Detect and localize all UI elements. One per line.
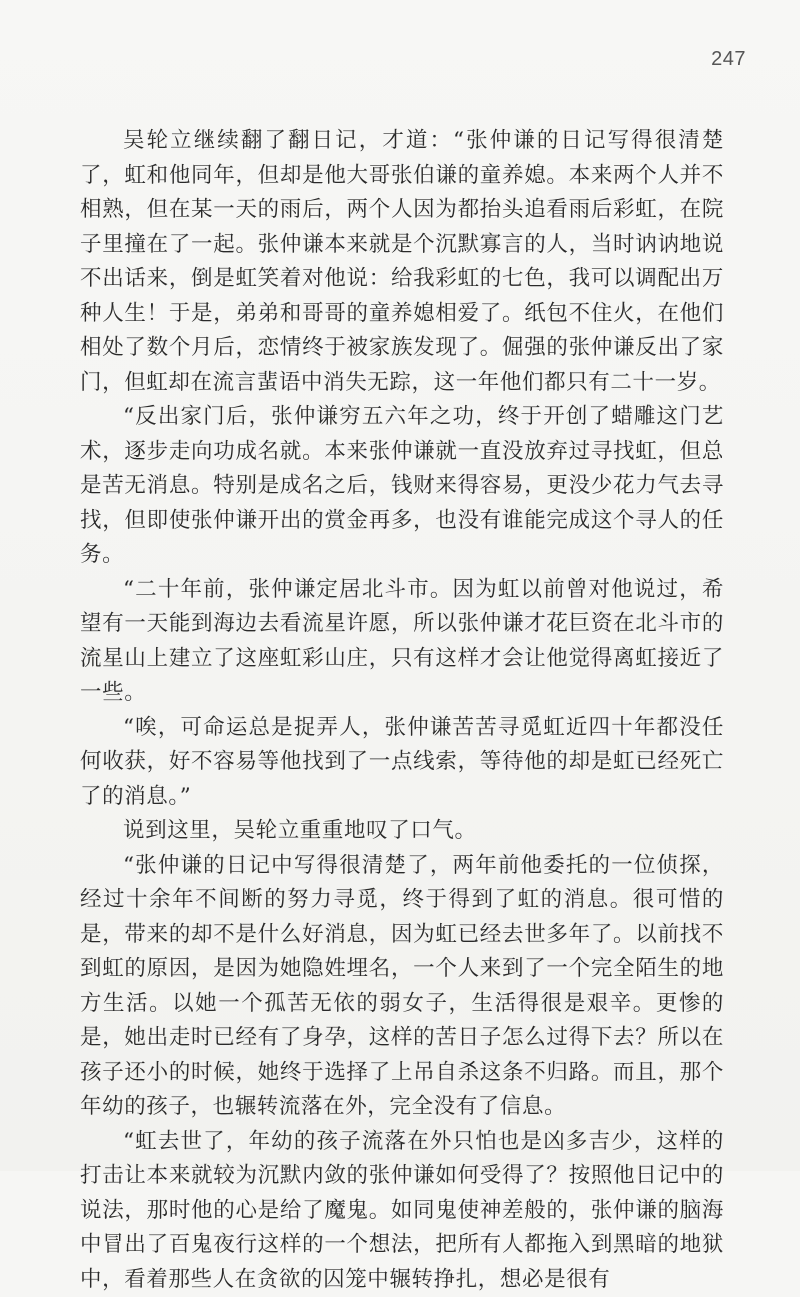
paragraph: “反出家门后，张仲谦穷五六年之功，终于开创了蜡雕这门艺术，逐步走向功成名就。本来张仲谦就一直没放弃过寻找虹，但总是苦无消息。特别是成名之后，钱财来得容易，更没少花力气去寻找，但即使张仲谦开出的赏金再多，也没有谁能完成这个寻人的任务。 — [80, 400, 724, 573]
paragraph: “唉，可命运总是捉弄人，张仲谦苦苦寻觅虹近四十年都没任何收获，好不容易等他找到了一点线索，等待他的却是虹已经死亡了的消息。” — [80, 711, 724, 815]
page-number: 247 — [711, 48, 746, 71]
paragraph: 说到这里，吴轮立重重地叹了口气。 — [80, 814, 724, 849]
paragraph: “张仲谦的日记中写得很清楚了，两年前他委托的一位侦探，经过十余年不间断的努力寻觅，终于得到了虹的消息。很可惜的是，带来的却不是什么好消息，因为虹已经去世多年了。以前找不到虹的原因，是因为她隐姓埋名，一个人来到了一个完全陌生的地方生活。以她一个孤苦无依的弱女子，生活得很是艰辛。更惨的是，她出走时已经有了身孕，这样的苦日子怎么过得下去？所以在孩子还小的时候，她终于选择了上吊自杀这条不归路。而且，那个年幼的孩子，也辗转流落在外，完全没有了信息。 — [80, 849, 724, 1125]
paragraph: 吴轮立继续翻了翻日记，才道：“张仲谦的日记写得很清楚了，虹和他同年，但却是他大哥张伯谦的童养媳。本来两个人并不相熟，但在某一天的雨后，两个人因为都抬头追看雨后彩虹，在院子里撞在了一起。张仲谦本来就是个沉默寡言的人，当时讷讷地说不出话来，倒是虹笑着对他说：给我彩虹的七色，我可以调配出万种人生！于是，弟弟和哥哥的童养媳相爱了。纸包不住火，在他们相处了数个月后，恋情终于被家族发现了。倔强的张仲谦反出了家门，但虹却在流言蜚语中消失无踪，这一年他们都只有二十一岁。 — [80, 124, 724, 400]
body-text — [80, 124, 724, 1297]
paragraph: “二十年前，张仲谦定居北斗市。因为虹以前曾对他说过，希望有一天能到海边去看流星许愿，所以张仲谦才花巨资在北斗市的流星山上建立了这座虹彩山庄，只有这样才会让他觉得离虹接近了一些。 — [80, 573, 724, 711]
paragraph: “虹去世了，年幼的孩子流落在外只怕也是凶多吉少，这样的打击让本来就较为沉默内敛的张仲谦如何受得了？按照他日记中的说法，那时他的心是给了魔鬼。如同鬼使神差般的，张仲谦的脑海中冒出了百鬼夜行这样的一个想法，把所有人都拖入到黑暗的地狱中，看着那些人在贪欲的囚笼中辗转挣扎，想必是很有 — [80, 1125, 724, 1297]
